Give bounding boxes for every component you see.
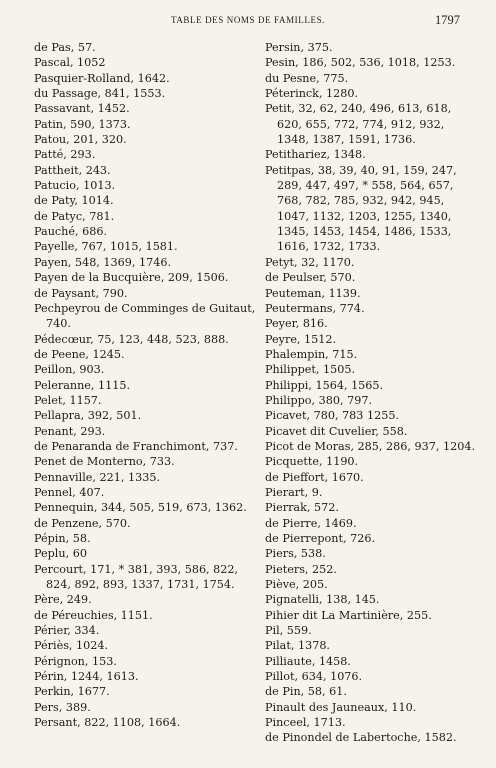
index-entry <box>34 424 258 439</box>
right-index-column <box>265 40 475 746</box>
index-entry <box>34 638 258 653</box>
index-entry-text: du Pesne, 775. <box>265 71 349 85</box>
index-entry-text: Patté, 293. <box>34 148 96 162</box>
index-entry <box>265 40 475 55</box>
index-entry-text: Pil, 559. <box>265 624 312 638</box>
index-entry <box>265 470 475 485</box>
index-entry-text: Pauché, 686. <box>34 225 108 239</box>
index-entry-text: Patou, 201, 320. <box>34 133 127 147</box>
index-entry <box>34 224 258 239</box>
index-entry <box>265 623 475 638</box>
index-entry-text: Payen, 548, 1369, 1746. <box>34 255 172 269</box>
index-entry <box>34 485 258 500</box>
index-entry-text: Pennequin, 344, 505, 519, 673, 1362. <box>34 501 247 515</box>
index-entry <box>34 86 258 101</box>
index-entry-text: Percourt, 171, * 381, 393, 586, 822, <box>34 562 239 576</box>
index-entry-text: Patucio, 1013. <box>34 179 116 193</box>
index-entry-text: Pennel, 407. <box>34 485 105 499</box>
index-entry-text: Pellapra, 392, 501. <box>34 409 142 423</box>
index-entry <box>265 638 475 653</box>
index-entry <box>34 546 258 561</box>
index-entry-text: Pinault des Jauneaux, 110. <box>265 700 417 714</box>
index-entry-text: Pillot, 634, 1076. <box>265 670 363 684</box>
index-entry <box>265 531 475 546</box>
index-entry <box>265 500 475 515</box>
index-entry-text: Peyre, 1512. <box>265 332 337 346</box>
index-entry-text: de Paysant, 790. <box>34 286 128 300</box>
index-entry-text: Pignatelli, 138, 145. <box>265 593 380 607</box>
index-entry-text: Peuteman, 1139. <box>265 286 361 300</box>
index-entry-text: Pattheit, 243. <box>34 163 111 177</box>
index-entry <box>265 424 475 439</box>
index-entry-text: Pierart, 9. <box>265 485 323 499</box>
index-entry <box>265 684 475 699</box>
index-entry-text: Philippi, 1564, 1565. <box>265 378 384 392</box>
index-entry <box>34 562 258 593</box>
page-number: 1797 <box>435 13 460 27</box>
index-entry-text: Perkin, 1677. <box>34 685 110 699</box>
index-entry-text: Pieters, 252. <box>265 562 337 576</box>
index-entry-text: Pérignon, 153. <box>34 654 117 668</box>
index-entry-text: de Pieffort, 1670. <box>265 470 364 484</box>
index-entry <box>265 332 475 347</box>
page-header <box>0 13 496 31</box>
index-entry-text: Picavet, 780, 783 1255. <box>265 409 399 423</box>
index-entry-text: Peplu, 60 <box>34 547 87 561</box>
index-entry-text: Petyt, 32, 1170. <box>265 255 355 269</box>
index-entry <box>34 470 258 485</box>
index-entry <box>265 715 475 730</box>
index-entry <box>34 684 258 699</box>
index-entry <box>265 730 475 745</box>
index-entry <box>265 362 475 377</box>
index-entry-text: Pihier dit La Martinière, 255. <box>265 608 432 622</box>
index-entry-text: Péterinck, 1280. <box>265 87 359 101</box>
index-entry <box>34 147 258 162</box>
index-entry-text: Philippet, 1505. <box>265 363 356 377</box>
index-entry-text: Peutermans, 774. <box>265 301 365 315</box>
index-entry <box>265 577 475 592</box>
index-entry-text: de Pierre, 1469. <box>265 516 357 530</box>
index-entry <box>34 286 258 301</box>
index-entry-text: Penet de Monterno, 733. <box>34 455 175 469</box>
index-entry <box>265 147 475 162</box>
index-entry-text: Picquette, 1190. <box>265 455 359 469</box>
index-entry <box>34 623 258 638</box>
index-entry <box>265 485 475 500</box>
index-entry <box>34 362 258 377</box>
index-entry-text: de Pinondel de Labertoche, 1582. <box>265 731 457 745</box>
index-entry <box>34 531 258 546</box>
index-entry <box>265 101 475 147</box>
index-entry-text: Passavant, 1452. <box>34 102 130 116</box>
index-entry-text: Père, 249. <box>34 593 92 607</box>
index-entry <box>265 439 475 454</box>
index-entry-continuation: 824, 892, 893, 1337, 1731, 1754. <box>46 578 235 592</box>
index-entry-text: Pers, 389. <box>34 700 91 714</box>
index-entry-text: Pierrak, 572. <box>265 501 339 515</box>
index-entry <box>265 378 475 393</box>
index-entry <box>265 654 475 669</box>
index-entry <box>34 669 258 684</box>
index-entry <box>34 393 258 408</box>
index-entry-text: Peyer, 816. <box>265 317 328 331</box>
index-entry-text: Pennaville, 221, 1335. <box>34 470 161 484</box>
index-entry-continuation: 737. <box>213 439 238 453</box>
index-entry <box>34 654 258 669</box>
index-entry-text: Pelet, 1157. <box>34 393 102 407</box>
index-entry-text: de Peene, 1245. <box>34 347 125 361</box>
index-entry <box>265 270 475 285</box>
index-entry <box>265 316 475 331</box>
index-entry-text: Phalempin, 715. <box>265 347 358 361</box>
index-entry <box>34 132 258 147</box>
index-entry-text: Périn, 1244, 1613. <box>34 670 139 684</box>
index-entry-continuation: 1204. <box>442 439 475 453</box>
index-entry-text: du Passage, 841, 1553. <box>34 87 166 101</box>
index-entry-text: Petithariez, 1348. <box>265 148 366 162</box>
index-entry-text: Périès, 1024. <box>34 639 109 653</box>
index-entry <box>34 101 258 116</box>
index-entry <box>34 40 258 55</box>
index-entry <box>34 301 258 332</box>
index-entry-text: Piève, 205. <box>265 578 328 592</box>
index-entry <box>34 209 258 224</box>
index-entry <box>34 715 258 730</box>
index-entry-text: de Paty, 1014. <box>34 194 114 208</box>
index-entry <box>265 700 475 715</box>
index-entry-text: Peleranne, 1115. <box>34 378 131 392</box>
index-entry-text: de Pierrepont, 726. <box>265 532 376 545</box>
index-entry <box>265 592 475 607</box>
index-entry <box>34 378 258 393</box>
index-entry-text: Pilliaute, 1458. <box>265 654 351 668</box>
index-entry <box>265 255 475 270</box>
index-entry-text: Pinceel, 1713. <box>265 716 346 730</box>
index-entry-continuation: Guitaut, 740. <box>46 301 256 331</box>
index-entry <box>265 408 475 423</box>
index-entry-text: de Penzene, 570. <box>34 516 131 530</box>
index-entry-text: de Péreuchies, 1151. <box>34 608 153 622</box>
index-entry <box>34 500 258 515</box>
index-entry-text: Penant, 293. <box>34 424 106 438</box>
index-entry-text: Pépin, 58. <box>34 532 91 545</box>
index-entry <box>34 270 258 285</box>
index-entry <box>34 71 258 86</box>
index-entry <box>265 546 475 561</box>
index-entry <box>265 454 475 469</box>
index-entry-continuation: 655, 772, 774, 912, 932, 1348, 1387, 1591, 1736. <box>277 117 445 147</box>
index-entry <box>265 669 475 684</box>
index-entry-text: de Peulser, 570. <box>265 271 356 285</box>
index-entry <box>265 71 475 86</box>
index-entry <box>34 239 258 254</box>
index-entry-text: de Pin, 58, 61. <box>265 685 347 699</box>
index-entry-text: Payelle, 767, 1015, 1581. <box>34 240 178 254</box>
index-entry-text: Pédecœur, 75, 123, 448, 523, 888. <box>34 332 229 346</box>
index-entry-text: Picavet dit Cuvelier, 558. <box>265 424 408 438</box>
index-entry-text: Philippo, 380, 797. <box>265 393 373 407</box>
index-entry-text: Pechpeyrou de Comminges de <box>34 301 206 315</box>
index-entry <box>34 700 258 715</box>
running-title: TABLE DES NOMS DE FAMILLES. <box>170 15 326 25</box>
index-entry <box>34 193 258 208</box>
index-entry <box>34 347 258 362</box>
index-entry-text: Piers, 538. <box>265 547 326 561</box>
index-entry <box>34 163 258 178</box>
index-entry-text: Peillon, 903. <box>34 363 105 377</box>
index-entry-continuation: 289, 447, 497, * 558, 564, 657, 768, 782, 785, 932, 942, 945, 1047, 1132, 1203, 1255, 1340, 1345, 1453, 1454, 1486, 1533, 1616, 1732, 1733. <box>277 179 454 254</box>
index-entry <box>34 408 258 423</box>
index-entry <box>265 516 475 531</box>
index-entry <box>34 332 258 347</box>
index-entry-text: Périer, 334. <box>34 624 100 638</box>
index-entry-text: Pasquier-Rolland, 1642. <box>34 71 170 85</box>
index-entry <box>265 86 475 101</box>
index-entry-text: de Pas, 57. <box>34 41 96 54</box>
index-entry <box>265 347 475 362</box>
index-entry <box>34 117 258 132</box>
index-entry <box>265 55 475 70</box>
left-index-column <box>34 40 258 730</box>
index-entry <box>265 163 475 255</box>
index-entry <box>265 393 475 408</box>
index-entry <box>265 286 475 301</box>
index-entry <box>265 608 475 623</box>
index-entry-text: Petit, 32, 62, 240, 496, 613, 618, 620, <box>265 102 452 131</box>
index-entry-text: Pascal, 1052 <box>34 56 106 70</box>
index-entry <box>34 439 258 454</box>
index-entry-text: Persin, 375. <box>265 41 333 54</box>
index-entry <box>34 178 258 193</box>
index-entry-text: Pesin, 186, 502, 536, 1018, 1253. <box>265 56 456 70</box>
index-entry <box>34 516 258 531</box>
index-entry <box>34 454 258 469</box>
index-entry-text: Payen de la Bucquière, 209, 1506. <box>34 271 229 285</box>
index-entry-text: Patin, 590, 1373. <box>34 117 131 131</box>
index-entry <box>34 55 258 70</box>
index-entry-text: Pilat, 1378. <box>265 639 330 653</box>
index-entry <box>34 608 258 623</box>
index-entry <box>34 592 258 607</box>
index-entry <box>265 301 475 316</box>
index-entry-text: Persant, 822, 1108, 1664. <box>34 716 181 730</box>
index-entry <box>34 255 258 270</box>
index-entry <box>265 562 475 577</box>
index-entry-text: de Penaranda de Franchimont, <box>34 439 210 453</box>
index-entry-text: Picot de Moras, 285, 286, 937, <box>265 439 440 453</box>
index-entry-text: de Patyc, 781. <box>34 209 115 223</box>
index-entry-text: Petitpas, 38, 39, 40, 91, 159, 247, <box>265 163 457 177</box>
